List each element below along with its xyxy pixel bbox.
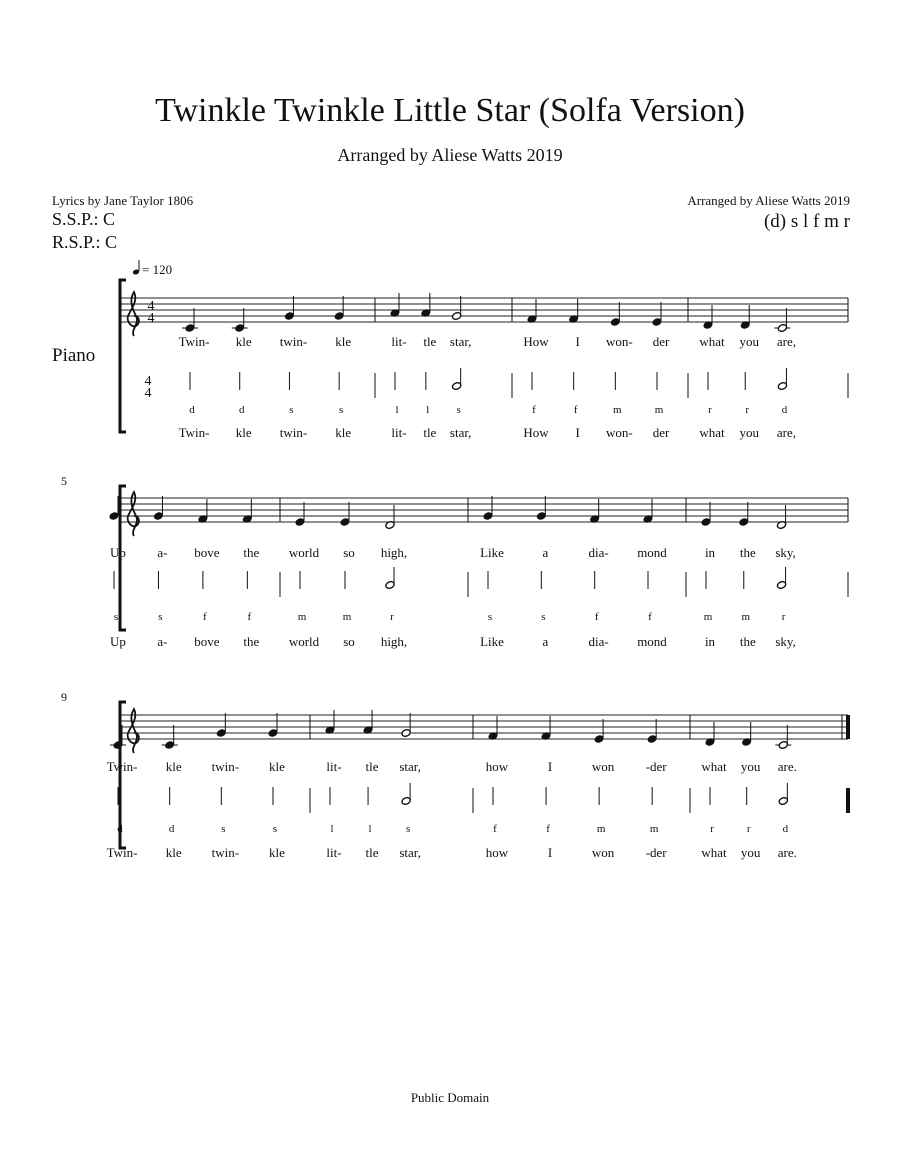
lyric-syllable: you — [740, 759, 761, 774]
lyric-syllable-repeat: tle — [423, 425, 437, 440]
lyric-syllable: high, — [380, 545, 408, 560]
time-signature-bottom: 4 — [144, 386, 152, 401]
lyric-syllable-repeat: lit- — [391, 425, 407, 440]
lyric-syllable: a- — [157, 545, 168, 560]
measure-number: 5 — [61, 474, 67, 488]
lyric-syllable-repeat: twin- — [279, 425, 308, 440]
lyric-syllable: I — [575, 334, 580, 349]
lyric-syllable-repeat: I — [575, 425, 580, 440]
solfa-syllable: r — [708, 404, 712, 416]
lyric-syllable-repeat: won- — [605, 425, 633, 440]
solfa-syllable: f — [594, 611, 599, 623]
lyricist-credit: Lyrics by Jane Taylor 1806 — [52, 193, 194, 208]
solfa-syllable: m — [342, 611, 352, 623]
solfa-syllable: r — [745, 404, 750, 416]
lyric-syllable: are. — [777, 759, 797, 774]
lyric-syllable-repeat: bove — [194, 634, 220, 649]
lyric-syllable-repeat: Up — [110, 634, 126, 649]
lyric-syllable-repeat: Twin- — [106, 845, 138, 860]
lyric-syllable: a — [542, 545, 549, 560]
lyric-syllable-repeat: in — [704, 634, 716, 649]
lyric-syllable: star, — [449, 334, 472, 349]
solfa-syllable: m — [297, 611, 307, 623]
lyric-syllable-repeat: lit- — [326, 845, 342, 860]
solfa-syllable: r — [710, 823, 714, 835]
solfa-syllable: m — [613, 404, 622, 416]
solfa-syllable: d — [781, 404, 788, 416]
lyric-syllable: -der — [645, 759, 667, 774]
solfa-syllable: m — [654, 404, 664, 416]
lyric-syllable-repeat: Like — [480, 634, 504, 649]
solfa-syllable: d — [782, 823, 789, 835]
lyric-syllable: How — [523, 334, 549, 349]
time-signature-top: 4 — [144, 374, 152, 389]
solfa-syllable: s — [487, 611, 493, 623]
solfa-syllable: d — [238, 404, 245, 416]
lyric-syllable-repeat: are, — [776, 425, 797, 440]
copyright-footer: Public Domain — [410, 1090, 490, 1105]
lyric-syllable: in — [704, 545, 716, 560]
lyric-syllable-repeat: kle — [335, 425, 352, 440]
solfa-syllable: s — [339, 404, 344, 416]
lyric-syllable: twin- — [279, 334, 308, 349]
solfa-syllable: s — [456, 404, 461, 416]
tempo-marking: = 120 — [142, 262, 173, 277]
lyric-syllable-repeat: the — [243, 634, 260, 649]
arranger-credit: Arranged by Aliese Watts 2019 — [687, 193, 850, 208]
solfa-syllable: m — [596, 823, 606, 835]
lyric-syllable-repeat: Twin- — [178, 425, 210, 440]
solfa-syllable: s — [113, 611, 119, 623]
lyric-syllable: der — [652, 334, 670, 349]
measure-number: 9 — [61, 690, 67, 704]
solfa-syllable: m — [741, 611, 751, 623]
lyric-syllable: the — [243, 545, 260, 560]
lyric-syllable-repeat: twin- — [211, 845, 240, 860]
lyric-syllable-repeat: the — [739, 634, 756, 649]
lyric-syllable-repeat: I — [547, 845, 553, 860]
time-signature-bottom: 4 — [147, 311, 155, 326]
solfa-syllable: f — [648, 611, 652, 623]
lyric-syllable-repeat: what — [701, 845, 727, 860]
lyric-syllable-repeat: you — [740, 845, 761, 860]
lyric-syllable: dia- — [588, 545, 609, 560]
treble-clef — [128, 709, 139, 753]
treble-clef — [128, 292, 139, 336]
lyric-syllable-repeat: high, — [380, 634, 408, 649]
lyric-syllable-repeat: a — [542, 634, 549, 649]
treble-clef — [128, 492, 139, 536]
lyric-syllable: won — [591, 759, 615, 774]
lyric-syllable: what — [701, 759, 727, 774]
lyric-syllable: you — [739, 334, 759, 349]
solfa-syllable: d — [117, 823, 123, 835]
lyric-syllable: I — [547, 759, 553, 774]
page-subtitle: Arranged by Aliese Watts 2019 — [337, 145, 563, 165]
solfa-syllable: s — [541, 611, 546, 623]
solfa-syllable: r — [746, 823, 751, 835]
lyric-syllable-repeat: star, — [449, 425, 472, 440]
lyric-syllable: twin- — [211, 759, 240, 774]
solfa-syllable: s — [289, 404, 294, 416]
lyric-syllable: what — [699, 334, 725, 349]
solfa-syllable: f — [532, 404, 536, 416]
solfa-syllable: m — [703, 611, 713, 623]
lyric-syllable-repeat: what — [699, 425, 725, 440]
lyric-syllable-repeat: sky, — [775, 634, 796, 649]
lyric-syllable: star, — [399, 759, 421, 774]
lyric-syllable: lit- — [326, 759, 342, 774]
solfa-syllable: f — [546, 823, 550, 835]
system-bracket — [120, 280, 126, 432]
lyric-syllable-repeat: kle — [165, 845, 182, 860]
lyric-syllable: so — [343, 545, 355, 560]
page-title: Twinkle Twinkle Little Star (Solfa Version) — [155, 92, 745, 129]
solfa-syllable: s — [221, 823, 226, 835]
lyric-syllable-repeat: won — [591, 845, 615, 860]
lyric-syllable: sky, — [775, 545, 796, 560]
instrument-label: Piano — [52, 345, 96, 366]
treble-clef-path — [128, 492, 139, 536]
lyric-syllable-repeat: you — [739, 425, 759, 440]
rsp-label: R.S.P.: C — [52, 232, 118, 252]
lyric-syllable: lit- — [391, 334, 407, 349]
lyric-syllable: tle — [423, 334, 437, 349]
lyric-syllable-repeat: how — [485, 845, 509, 860]
solfa-syllable: l — [330, 823, 334, 835]
lyric-syllable: Up — [110, 545, 126, 560]
solfa-scale-label: (d) s l f m r — [763, 211, 850, 232]
solfa-syllable: l — [368, 823, 372, 835]
lyric-syllable: Twin- — [178, 334, 210, 349]
lyric-syllable-repeat: How — [523, 425, 549, 440]
solfa-syllable: f — [573, 404, 578, 416]
lyric-syllable-repeat: der — [652, 425, 670, 440]
lyric-syllable: world — [288, 545, 320, 560]
lyric-syllable: how — [485, 759, 509, 774]
solfa-syllable: s — [405, 823, 411, 835]
lyric-syllable-repeat: star, — [399, 845, 421, 860]
lyric-syllable: kle — [235, 334, 252, 349]
lyric-syllable-repeat: a- — [157, 634, 168, 649]
lyric-syllable-repeat: -der — [645, 845, 667, 860]
solfa-syllable: l — [426, 404, 430, 416]
lyric-syllable-repeat: are. — [777, 845, 797, 860]
lyric-syllable-repeat: so — [343, 634, 355, 649]
lyric-syllable: mond — [637, 545, 667, 560]
lyric-syllable-repeat: mond — [637, 634, 667, 649]
solfa-syllable: f — [247, 611, 252, 623]
solfa-syllable: m — [649, 823, 659, 835]
solfa-syllable: s — [272, 823, 278, 835]
solfa-syllable: s — [158, 611, 163, 623]
treble-clef-path — [128, 709, 139, 753]
ssp-label: S.S.P.: C — [52, 209, 116, 229]
lyric-syllable: tle — [365, 759, 379, 774]
lyric-syllable: won- — [605, 334, 633, 349]
solfa-syllable: d — [189, 404, 195, 416]
solfa-syllable: r — [390, 611, 394, 623]
lyric-syllable: the — [739, 545, 756, 560]
solfa-syllable: r — [781, 611, 786, 623]
solfa-syllable: d — [168, 823, 175, 835]
treble-clef-path — [128, 292, 139, 336]
lyric-syllable-repeat: kle — [269, 845, 285, 860]
solfa-syllable: f — [203, 611, 207, 623]
lyric-syllable-repeat: kle — [235, 425, 252, 440]
lyric-syllable-repeat: tle — [365, 845, 379, 860]
lyric-syllable: Like — [480, 545, 504, 560]
lyric-syllable-repeat: dia- — [588, 634, 609, 649]
lyric-syllable: Twin- — [106, 759, 138, 774]
lyric-syllable: kle — [269, 759, 285, 774]
lyric-syllable: bove — [194, 545, 220, 560]
time-signature-top: 4 — [147, 299, 155, 314]
lyric-syllable-repeat: world — [288, 634, 320, 649]
lyric-syllable: kle — [165, 759, 182, 774]
solfa-syllable: f — [493, 823, 497, 835]
lyric-syllable: are, — [776, 334, 797, 349]
solfa-syllable: l — [395, 404, 399, 416]
lyric-syllable: kle — [335, 334, 352, 349]
